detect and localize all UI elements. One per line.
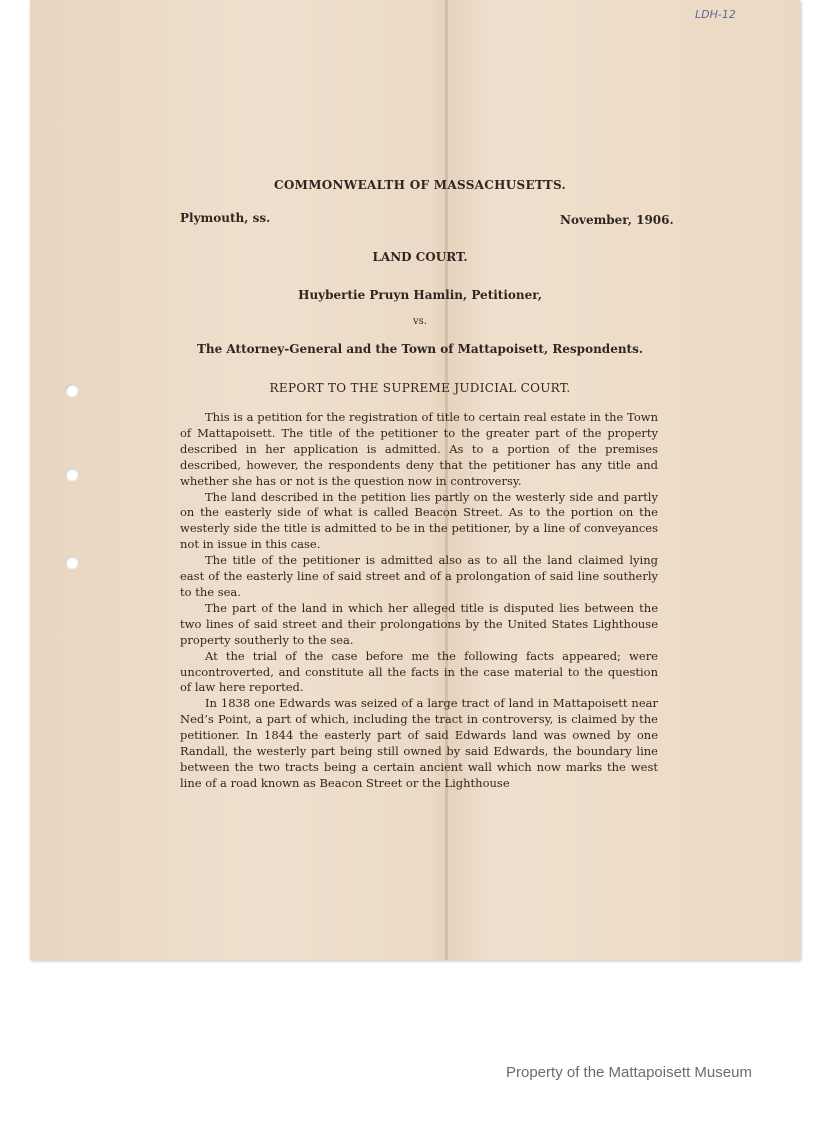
respondents-line: The Attorney-General and the Town of Mattapoisett, Respondents.: [196, 342, 644, 356]
court-name: LAND COURT.: [372, 250, 468, 264]
body-paragraph: This is a petition for the registration of title to certain real estate in the Town of Mattapoisett. The title of the petitioner to the greater part of the property described in her application is admitted. As to a portion of the premises described, however, the respondents deny that the petitioner has any title and whether she has or not is the question now in controversy.: [180, 410, 658, 488]
punch-hole: [65, 556, 78, 569]
report-title: REPORT TO THE SUPREME JUDICIAL COURT.: [269, 381, 571, 395]
body-paragraph: At the trial of the case before me the following facts appeared; were uncontroverted, and constitute all the facts in the case material to the question of law here reported.: [180, 648, 658, 695]
punch-hole: [65, 384, 78, 397]
handwritten-annotation: LDH-12: [695, 8, 736, 21]
body-paragraph: The land described in the petition lies partly on the westerly side and partly on the easterly side of what is called Beacon Street. As to the portion on the westerly side the title is admitted to be in the petitioner, by a line of conveyances not in issue in this case.: [180, 489, 658, 552]
petitioner-line: Huybertie Pruyn Hamlin, Petitioner,: [298, 288, 542, 302]
county-label: Plymouth, ss.: [180, 211, 271, 225]
body-paragraph: The part of the land in which her alleged title is disputed lies between the two lines of said street and their prolongations by the United States Lighthouse property southerly to the sea.: [180, 600, 658, 647]
punch-hole: [65, 468, 78, 481]
body-paragraph: The title of the petitioner is admitted also as to all the land claimed lying east of the easterly line of said street and of a prolongation of said line southerly to the sea.: [180, 553, 658, 599]
report-body: [180, 410, 658, 792]
jurisdiction-heading: COMMONWEALTH OF MASSACHUSETTS.: [274, 178, 566, 192]
document-date: November, 1906.: [560, 213, 674, 227]
museum-watermark: Property of the Mattapoisett Museum: [506, 1064, 752, 1081]
body-paragraph: In 1838 one Edwards was seized of a large tract of land in Mattapoisett near Ned’s Point, a part of which, including the tract in controversy, is claimed by the petitioner. In 1844 the easterly part of said Edwards land was owned by one Randall, the westerly part being still owned by said Edwards, the boundary line between the two tracts being a certain ancient wall which now marks the west line of a road known as Beacon Street or the Lighthouse: [180, 696, 658, 790]
versus-label: vs.: [413, 316, 427, 327]
